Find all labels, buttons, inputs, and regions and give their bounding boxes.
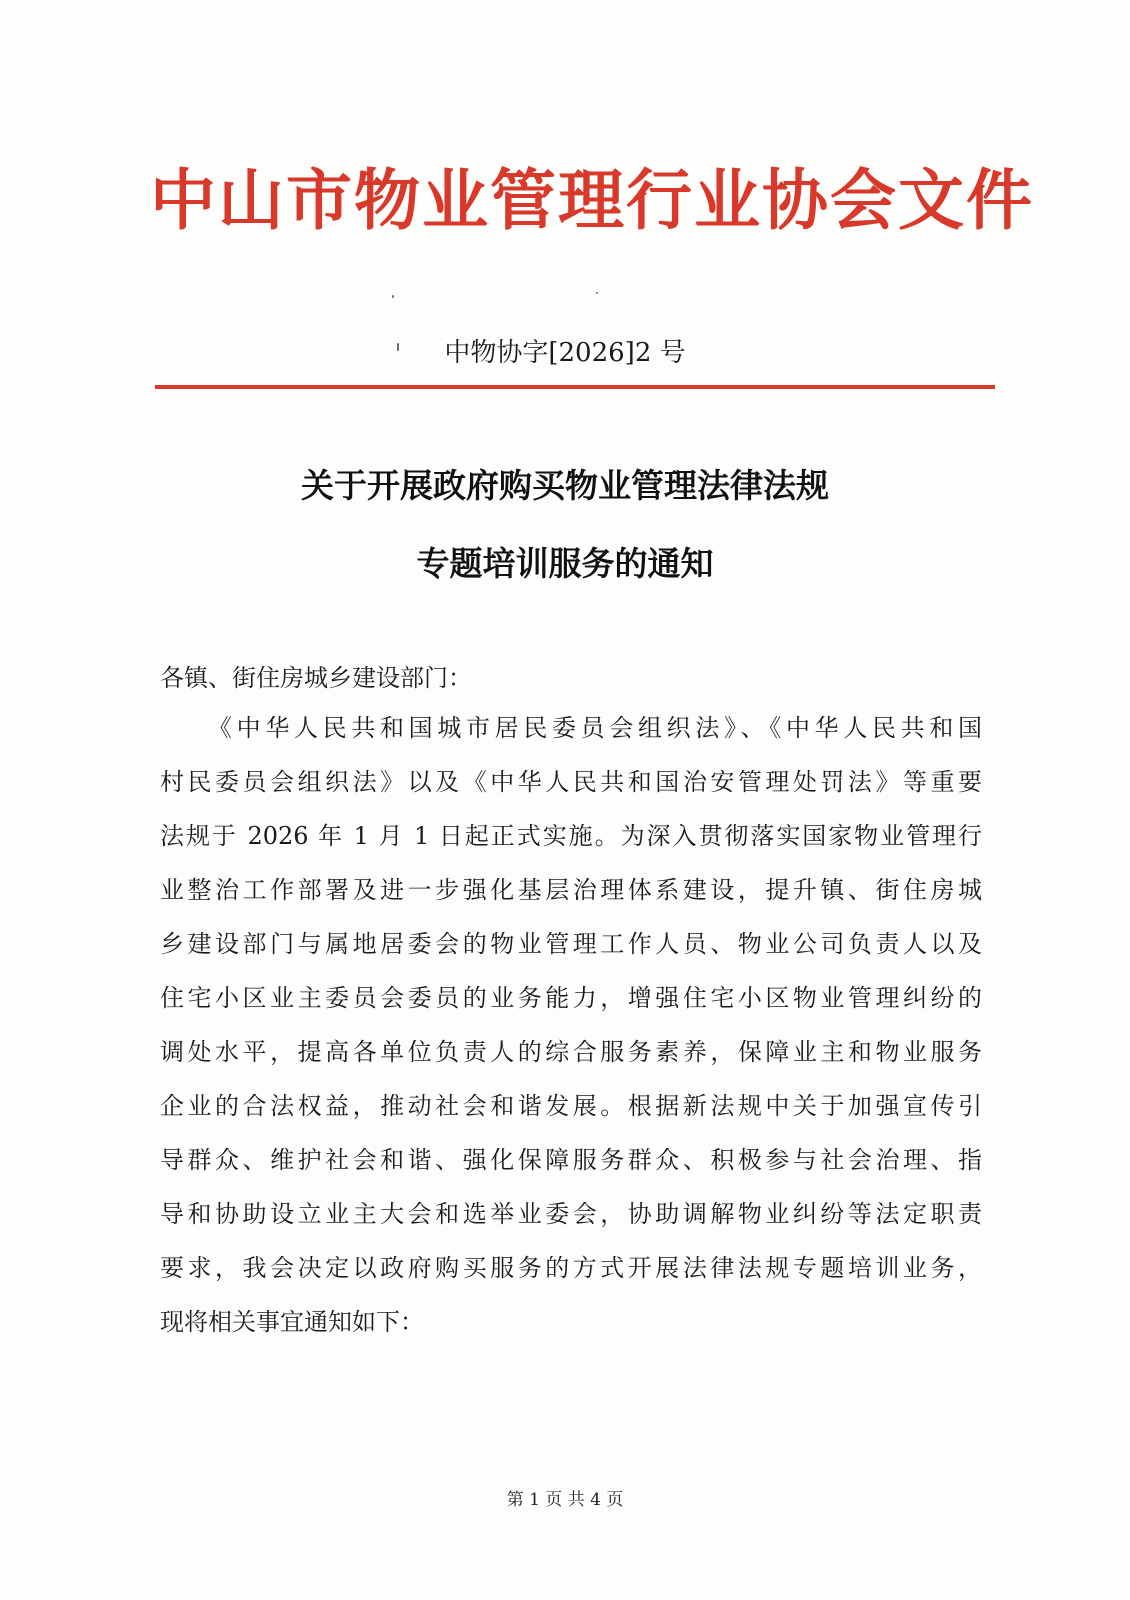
page-number-footer: 第 1 页 共 4 页 [506, 1490, 624, 1510]
scan-speck [596, 292, 598, 294]
body-line: 《中华人民共和国城市居民委员会组织法》、《中华人民共和国 [208, 714, 982, 742]
notice-title-line-2: 专题培训服务的通知 [416, 544, 714, 583]
body-line: 导和协助设立业主大会和选举业委会，协助调解物业纠纷等法定职责 [160, 1200, 982, 1228]
body-line: 企业的合法权益，推动社会和谐发展。根据新法规中关于加强宣传引 [160, 1092, 982, 1120]
organization-header-title: 中山市物业管理行业协会文件 [150, 161, 1034, 239]
body-line: 现将相关事宜通知如下： [160, 1308, 424, 1336]
document-number: 中物协字[2026]2 号 [444, 338, 686, 368]
notice-title-line-1: 关于开展政府购买物业管理法律法规 [301, 466, 829, 505]
body-line: 村民委员会组织法》以及《中华人民共和国治安管理处罚法》等重要 [160, 768, 982, 796]
body-line: 调处水平，提高各单位负责人的综合服务素养，保障业主和物业服务 [160, 1038, 982, 1066]
scan-speck [392, 295, 394, 298]
body-line: 业整治工作部署及进一步强化基层治理体系建设，提升镇、街住房城 [160, 876, 982, 904]
body-line: 法规于 2026 年 1 月 1 日起正式实施。为深入贯彻落实国家物业管理行 [160, 822, 982, 850]
body-line: 要求，我会决定以政府购买服务的方式开展法律法规专题培训业务， [160, 1254, 982, 1282]
scan-speck [397, 343, 399, 351]
salutation: 各镇、街住房城乡建设部门： [160, 664, 472, 692]
red-divider-line [155, 385, 995, 389]
body-line: 乡建设部门与属地居委会的物业管理工作人员、物业公司负责人以及 [160, 930, 982, 958]
body-line: 导群众、维护社会和谐、强化保障服务群众、积极参与社会治理、指 [160, 1146, 982, 1174]
body-line: 住宅小区业主委员会委员的业务能力，增强住宅小区物业管理纠纷的 [160, 984, 982, 1012]
